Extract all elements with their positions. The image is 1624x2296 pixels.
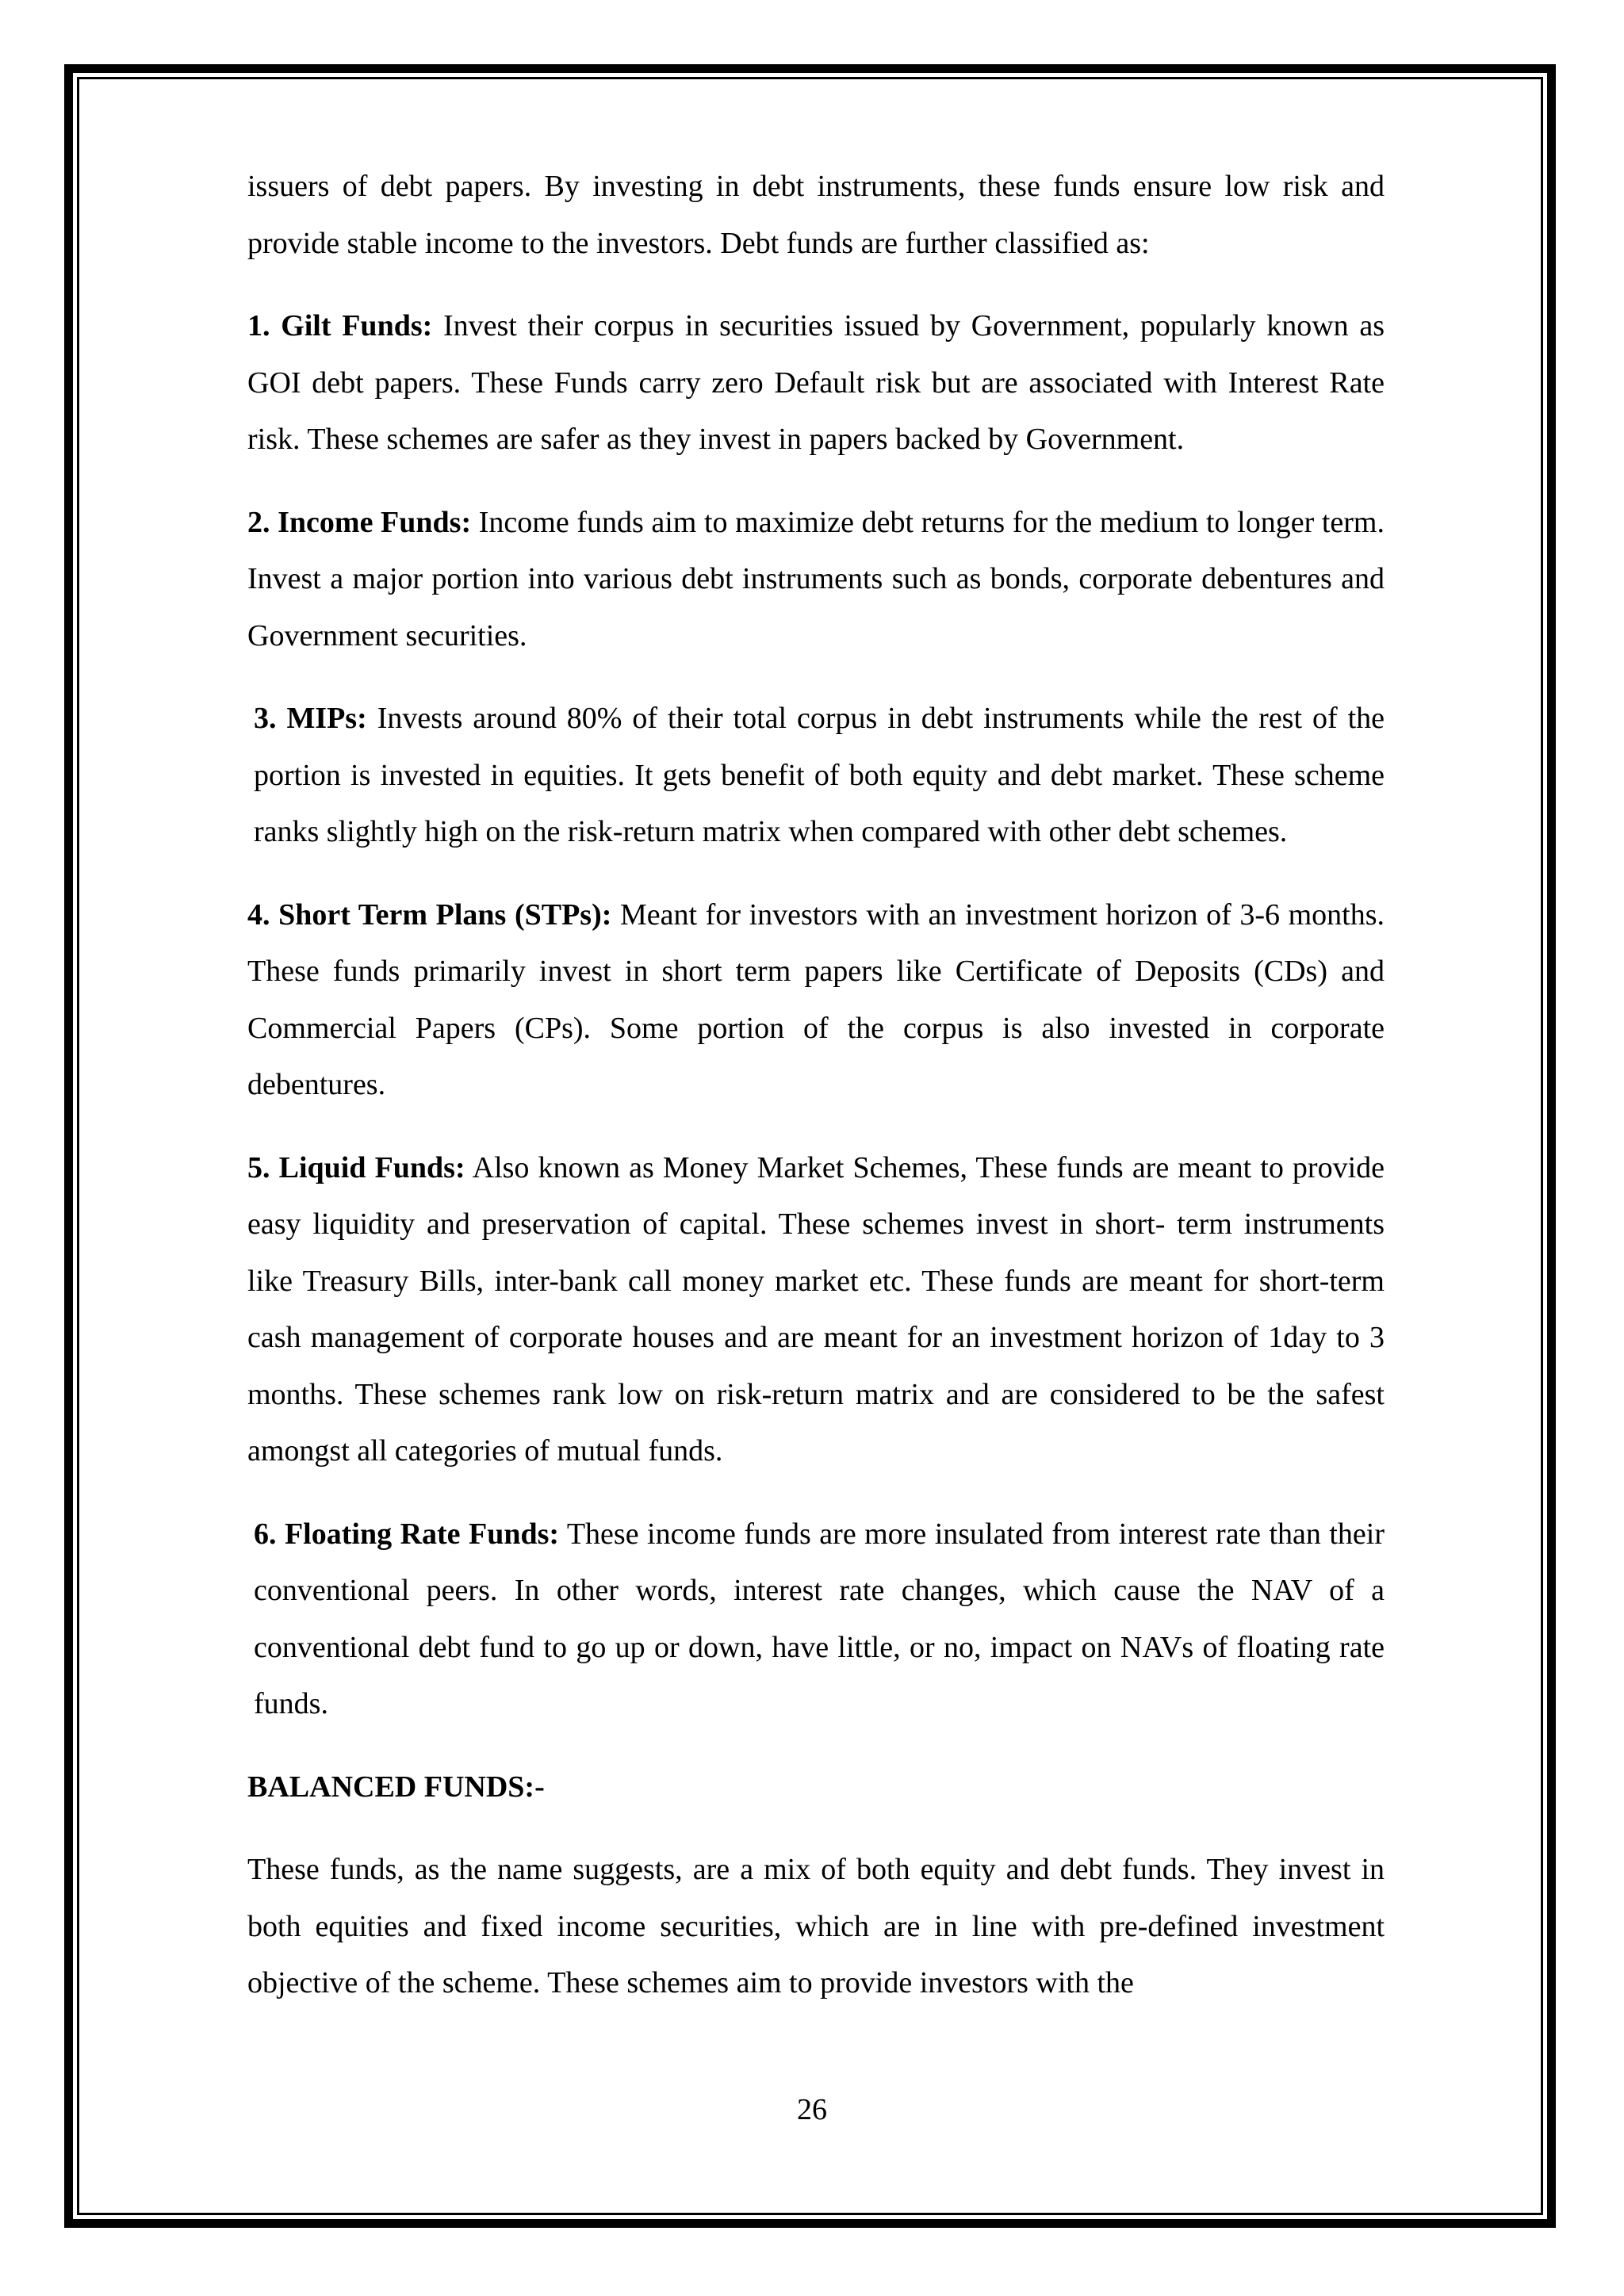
item-liquid-funds bbox=[247, 1140, 1385, 1480]
item-mips bbox=[247, 691, 1385, 861]
section-heading: BALANCED FUNDS:- bbox=[247, 1770, 545, 1804]
page-content bbox=[247, 159, 1385, 2038]
item-floating-rate-funds bbox=[247, 1506, 1385, 1733]
item-lead: 5. Liquid Funds: bbox=[247, 1150, 465, 1184]
item-text: These income funds are more insulated from interest rate than their conventional peers. In other words, interest rate changes, which cause the NAV of a conventional debt fund to go up or down, have little, or no, impact on NAVs of floating rate funds. bbox=[254, 1517, 1385, 1720]
intro-paragraph: issuers of debt papers. By investing in debt instruments, these funds ensure low risk and provide stable income to the investors. Debt funds are further classified as: bbox=[247, 170, 1385, 260]
item-text: Income funds aim to maximize debt returns for the medium to longer term. Invest a major portion into various debt instruments such as bonds, corporate debentures and Government securities. bbox=[247, 505, 1385, 652]
item-lead: 4. Short Term Plans (STPs): bbox=[247, 897, 612, 932]
item-lead: 3. MIPs: bbox=[254, 702, 367, 735]
section-paragraph: These funds, as the name suggests, are a mix of both equity and debt funds. They invest in both equities and fixed income securities, which are in line with pre-defined investment objective of the scheme. These schemes aim to provide investors with the bbox=[247, 1853, 1385, 1999]
page-number: 26 bbox=[797, 2093, 827, 2126]
item-text: Invest their corpus in securities issued by Government, popularly known as GOI debt papers. These Funds carry zero Default risk but are associated with Interest Rate risk. These schemes are safer as they invest in papers backed by Government. bbox=[247, 309, 1385, 456]
item-short-term-plans bbox=[247, 887, 1385, 1114]
item-text: Meant for investors with an investment horizon of 3-6 months. These funds primarily invest in short term papers like Certificate of Deposits (CDs) and Commercial Papers (CPs). Some portion of the corpus is also invested in corporate debentures. bbox=[247, 897, 1385, 1101]
item-lead: 6. Floating Rate Funds: bbox=[254, 1517, 560, 1551]
item-text: Also known as Money Market Schemes, These funds are meant to provide easy liquidity and preservation of capital. These schemes invest in short- term instruments like Treasury Bills, inter-bank call money market etc. These funds are meant for short-term cash management of corporate houses and are meant for an investment horizon of 1day to 3 months. These schemes rank low on risk-return matrix and are considered to be the safest amongst all categories of mutual funds. bbox=[247, 1150, 1385, 1468]
item-lead: 2. Income Funds: bbox=[247, 505, 472, 539]
item-lead: 1. Gilt Funds: bbox=[247, 309, 433, 342]
item-gilt-funds bbox=[247, 298, 1385, 469]
item-text: Invests around 80% of their total corpus in debt instruments while the rest of the portion is invested in equities. It gets benefit of both equity and debt market. These scheme ranks slightly high on the risk-return matrix when compared with other debt schemes. bbox=[254, 702, 1385, 848]
item-income-funds bbox=[247, 495, 1385, 665]
